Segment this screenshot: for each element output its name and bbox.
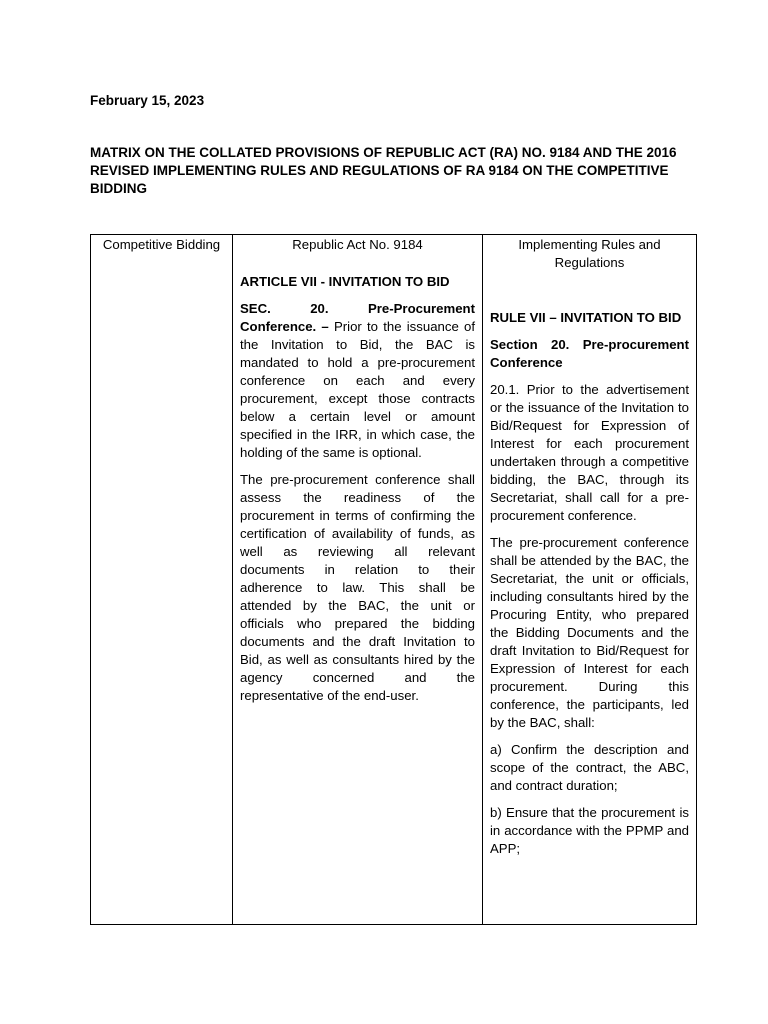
column-header-irr: Implementing Rules and Regulations bbox=[518, 237, 661, 270]
column-header-competitive-bidding: Competitive Bidding bbox=[102, 237, 221, 252]
document-date: February 15, 2023 bbox=[90, 93, 205, 108]
article-heading: ARTICLE VII - INVITATION TO BID bbox=[240, 274, 450, 289]
ra-section-20-text: Prior to the issuance of the Invitation to Bid, the BAC is mandated to hold a pre-procurement conference on each and every procurement, except those contracts below a certain level or amount specified in the IRR, in which case, the holding of the same is optional. bbox=[240, 319, 476, 460]
ra-pre-procurement-paragraph: The pre-procurement conference shall assess the readiness of the procurement in terms of confirming the certification of availability of funds, as well as reviewing all relevant documents in relation to their adherence to law. This shall be attended by the BAC, the unit or officials who prepared the bidding documents and the draft Invitation to Bid, as well as consultants hired by the agency concerned and the representative of the end-user. bbox=[240, 472, 475, 703]
ra-section-20-heading: SEC. 20. Pre-Procurement Conference. – bbox=[240, 301, 475, 334]
document-title: MATRIX ON THE COLLATED PROVISIONS OF REPUBLIC ACT (RA) NO. 9184 AND THE 2016 REVISED IMPLEMENTING RULES AND REGULATIONS OF RA 9184 ON THE COMPETITIVE BIDDING bbox=[90, 145, 677, 196]
irr-paragraph-20-1: 20.1. Prior to the advertisement or the issuance of the Invitation to Bid/Request for Expression of Interest for each procurement undertaken through a competitive bidding, the BAC, through its Secretariat, shall call for a pre-procurement conference. bbox=[490, 382, 689, 523]
rule-heading: RULE VII – INVITATION TO BID bbox=[490, 310, 682, 325]
ra-section-20-paragraph bbox=[240, 300, 475, 462]
provisions-matrix-table bbox=[90, 234, 697, 925]
table-row bbox=[91, 235, 697, 925]
irr-item-b: b) Ensure that the procurement is in accordance with the PPMP and APP; bbox=[490, 805, 689, 856]
irr-paragraph-attendance: The pre-procurement conference shall be attended by the BAC, the Secretariat, the unit or officials, including consultants hired by the Procuring Entity, who prepared the Bidding Documents and the draft Invitation to Bid/Request for Expression of Interest for each procurement. During this conference, the participants, led by the BAC, shall: bbox=[490, 535, 689, 730]
irr-item-a: a) Confirm the description and scope of the contract, the ABC, and contract duration; bbox=[490, 742, 689, 793]
irr-section-20-heading: Section 20. Pre-procurement Conference bbox=[490, 337, 689, 370]
irr-column bbox=[483, 235, 697, 925]
republic-act-column bbox=[233, 235, 483, 925]
competitive-bidding-column bbox=[91, 235, 233, 925]
column-header-republic-act: Republic Act No. 9184 bbox=[292, 237, 423, 252]
